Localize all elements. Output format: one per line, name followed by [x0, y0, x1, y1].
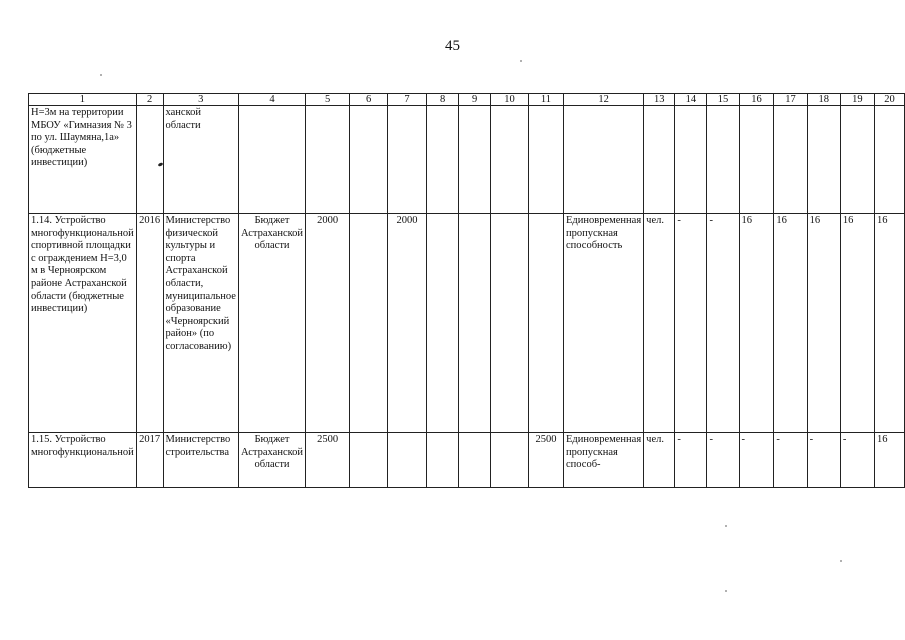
header-cell: 15	[707, 94, 739, 106]
header-cell: 8	[427, 94, 459, 106]
measure-cell: Н=3м на территории МБОУ «Гимназия № 3 по ул. Шаумяна,1а» (бюджетные инвестиции)	[29, 106, 137, 214]
value-cell: -	[739, 433, 774, 488]
header-cell: 13	[644, 94, 675, 106]
unit-cell: чел.	[644, 433, 675, 488]
scan-speck	[725, 525, 727, 527]
value-cell: -	[807, 433, 840, 488]
value-cell	[427, 106, 459, 214]
header-row	[29, 94, 905, 106]
value-cell	[491, 214, 529, 433]
total-cell	[306, 106, 350, 214]
scan-speck	[840, 560, 842, 562]
value-cell	[350, 106, 388, 214]
value-cell: -	[774, 433, 807, 488]
scan-speck	[725, 590, 727, 592]
table-row	[29, 433, 905, 488]
value-cell	[459, 106, 491, 214]
value-cell: 16	[840, 214, 874, 433]
value-cell: 16	[874, 214, 904, 433]
header-cell: 1	[29, 94, 137, 106]
value-cell	[350, 214, 388, 433]
unit-cell	[644, 106, 675, 214]
unit-cell: чел.	[644, 214, 675, 433]
header-cell: 11	[528, 94, 563, 106]
value-cell	[387, 106, 426, 214]
header-cell: 5	[306, 94, 350, 106]
year-cell: 2016	[136, 214, 163, 433]
header-cell: 20	[874, 94, 904, 106]
value-cell: -	[675, 433, 707, 488]
value-cell	[739, 106, 774, 214]
value-cell: 16	[807, 214, 840, 433]
value-cell	[491, 433, 529, 488]
total-cell: 2000	[306, 214, 350, 433]
page-number: 45	[445, 38, 460, 54]
executor-cell: ханской области	[163, 106, 238, 214]
value-cell: 16	[774, 214, 807, 433]
value-cell: -	[707, 214, 739, 433]
indicator-cell: Единовременная пропускная способность	[564, 214, 644, 433]
value-cell: 2500	[528, 433, 563, 488]
header-cell: 9	[459, 94, 491, 106]
value-cell	[491, 106, 529, 214]
value-cell: 16	[739, 214, 774, 433]
header-cell: 6	[350, 94, 388, 106]
header-cell: 18	[807, 94, 840, 106]
table-row	[29, 106, 905, 214]
value-cell	[807, 106, 840, 214]
value-cell	[427, 214, 459, 433]
header-cell: 19	[840, 94, 874, 106]
indicator-cell	[564, 106, 644, 214]
value-cell	[707, 106, 739, 214]
value-cell	[387, 433, 426, 488]
value-cell	[528, 214, 563, 433]
header-cell: 3	[163, 94, 238, 106]
executor-cell: Министерство физической культуры и спорта Астраханской области, муниципальное образование «Черноярский район» (по согласованию)	[163, 214, 238, 433]
value-cell	[459, 433, 491, 488]
year-cell: 2017	[136, 433, 163, 488]
indicator-cell: Единовременная пропускная способ-	[564, 433, 644, 488]
source-cell: Бюджет Астраханской области	[238, 214, 305, 433]
value-cell	[459, 214, 491, 433]
value-cell: -	[707, 433, 739, 488]
value-cell	[874, 106, 904, 214]
value-cell	[528, 106, 563, 214]
measure-cell: 1.14. Устройство многофункциональной спортивной площадки с ограждением Н=3,0 м в Черноярском районе Астраханской области (бюджетные инвестиции)	[29, 214, 137, 433]
value-cell: -	[675, 214, 707, 433]
executor-cell: Министерство строительства	[163, 433, 238, 488]
table-row	[29, 214, 905, 433]
value-cell	[840, 106, 874, 214]
header-cell: 7	[387, 94, 426, 106]
header-cell: 17	[774, 94, 807, 106]
header-cell: 2	[136, 94, 163, 106]
header-cell: 4	[238, 94, 305, 106]
value-cell	[427, 433, 459, 488]
value-cell	[350, 433, 388, 488]
scan-speck	[520, 60, 522, 62]
scan-speck	[100, 74, 102, 76]
source-cell: Бюджет Астраханской области	[238, 433, 305, 488]
header-cell: 16	[739, 94, 774, 106]
value-cell: -	[840, 433, 874, 488]
source-cell	[238, 106, 305, 214]
value-cell: 16	[874, 433, 904, 488]
header-cell: 14	[675, 94, 707, 106]
header-cell: 10	[491, 94, 529, 106]
value-cell	[774, 106, 807, 214]
value-cell	[675, 106, 707, 214]
total-cell: 2500	[306, 433, 350, 488]
measure-cell: 1.15. Устройство многофункциональной	[29, 433, 137, 488]
value-cell: 2000	[387, 214, 426, 433]
header-cell: 12	[564, 94, 644, 106]
year-cell	[136, 106, 163, 214]
budget-table	[28, 93, 905, 488]
